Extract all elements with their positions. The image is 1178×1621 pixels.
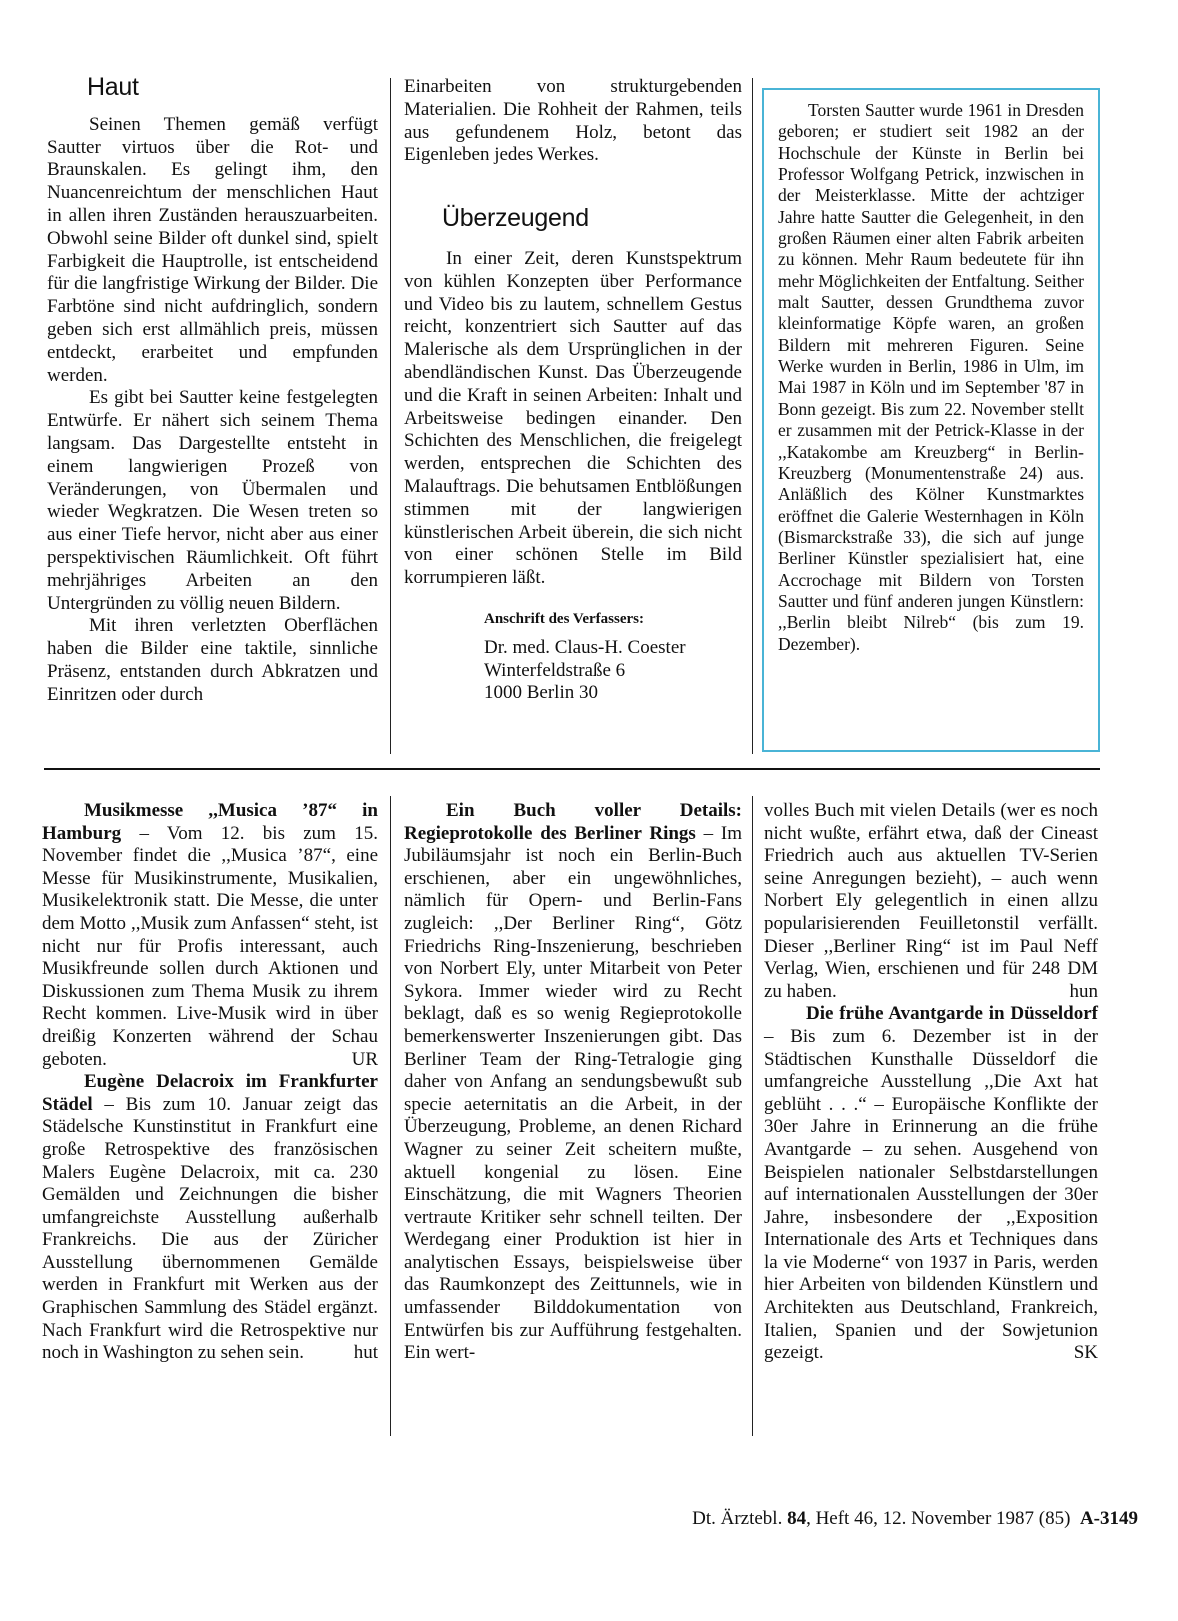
paragraph: In einer Zeit, deren Kunstspektrum von kühlen Konzepten über Performance und Video bis zu lautem, schnellem Gestus reicht, konzentriert sich Sautter auf das Malerische als dem Ursprünglichen in der abendländischen Kunst. Das Überzeugende und die Kraft in seinen Arbeiten: Inhalt und Arbeitsweise bedingen einander. Den Schichten des Menschlichen, die freigelegt werden, entsprechen die Schichten des Malauftrags. Die behutsamen Entblößungen stimmen mit der langwierigen künstlerischen Arbeit überein, die sich nicht von einer schönen Stelle im Bild korrumpieren läßt. [404,247,742,589]
news-body: – Im Jubiläumsjahr ist noch ein Berlin-Buch erschienen, aber ein ungewöhnliches, nämlich für Opern- und Berlin-Fans zugleich: ,,Der Berliner Ring“, Götz Friedrichs Ring-Inszenierung, beschrieben von Norbert Ely, unter Mitarbeit von Peter Sykora. Immer wieder wird zu Recht beklagt, daß es so wenig Regieprotokolle bemerkenswerter Inszenierungen gibt. Das Berliner Team der Ring-Tetralogie ging daher von Anfang an sendungsbewußt sub specie aeternitatis an die Arbeit, in der Überzeugung, Probleme, an denen Richard Wagner zu seiner Zeit scheitern mußte, aktuell kongenial zu lösen. Eine Einschätzung, die mit Wagners Theorien vertraute Kritiker sehr schnell teilten. Der Werdegang einer Produktion ist hier in analytischen Essays, beispielsweise über das Raumkonzept des Zeittunnels, wie in umfassender Bilddokumentation von Entwürfen bis zur Aufführung festgehalten. Ein wert- [404,822,742,1364]
paragraph: Torsten Sautter wurde 1961 in Dresden geboren; er studiert seit 1982 an der Hochschule der Künste in Berlin bei Professor Wolfgang Petrick, inzwischen in der Meisterklasse. Mitte der achtziger Jahre hatte Sautter die Gelegenheit, in den großen Räumen einer alten Fabrik arbeiten zu können. Mehr Raum bedeutete für ihn mehr Möglichkeiten der Entfaltung. Seither malt Sautter, dessen Grundthema zuvor kleinformatige Köpfe waren, an großen Bildern mit mehreren Figuren. Seine Werke wurden in Berlin, 1986 in Ulm, im Mai 1987 in Köln und im September '87 in Bonn gezeigt. Bis zum 22. November stellt er zusammen mit der Petrick-Klasse in der ,,Katakombe am Kreuzberg“ in Berlin-Kreuzberg (Monumentenstraße 24) aus. Anläßlich des Kölner Kunstmarktes eröffnet die Galerie Westernhagen in Köln (Bismarckstraße 33), die sich auf junge Berliner Künstler spezialisiert hat, eine Accrochage mit Bildern von Torsten Sautter und fünf anderen jungen Künstlern: ,,Berlin bleibt Nilreb“ (bis zum 19. Dezember). [778,100,1084,654]
info-box-text [778,100,1084,655]
news-headline: Die frühe Avantgarde in Düsseldorf [806,1003,1098,1025]
news-body: – Vom 12. bis zum 15. November findet die ,,Musica ’87“, eine Messe für Musikinstrumente, Musikalien, Musikelektronik statt. Die Messe, die unter dem Motto ,,Musik zum Anfassen“ steht, ist nicht nur für Profis interessant, auch Musikfreunde sollen durch Aktionen und Diskussionen zum Thema Musik zu ihrem Recht kommen. Live-Musik wird in über dreißig Konzerten während der Schau geboten. [42,822,378,1070]
column-divider [752,796,753,1436]
author-address-line: Dr. med. Claus-H. Coester [484,636,686,658]
paragraph: Es gibt bei Sautter keine festgelegten Entwürfe. Er nähert sich seinem Thema langsam. Das Dargestellte entsteht in einem langwierigen Prozeß von Veränderungen, von Übermalen und wieder Wegkratzen. Die Wesen treten so aus einer Tiefe hervor, nicht aber aus einer perspektivischen Räumlichkeit. Oft führt mehrjähriges Arbeiten an den Untergründen zu völlig neuen Bildern. [47,387,378,614]
news-headline: Eugène Delacroix im Frankfurter Städel [42,1071,378,1115]
news-item [404,800,742,1365]
news-headline: Musikmesse ,,Musica ’87“ in Hamburg [42,800,378,844]
author-address-label: Anschrift des Verfassers: [484,610,644,627]
news-item [42,1071,378,1365]
news-body: – Bis zum 10. Januar zeigt das Städelsche Kunstinstitut in Frankfurt eine große Retrospektive des französischen Malers Eugène Delacroix, mit ca. 230 Gemälden und Zeichnungen die bisher umfangreichste Ausstellung außerhalb Frankreichs. Die aus der Züricher Ausstellung übernommenen Gemälde werden in Frankfurt mit Werken aus der Graphischen Sammlung des Städel ergänzt. Nach Frankfurt wird die Retrospektive nur noch in Washington zu sehen sein. [42,1093,378,1364]
journal-volume: 84 [787,1508,807,1529]
paragraph: Seinen Themen gemäß verfügt Sautter virtuos über die Rot- und Braunskalen. Es gelingt ihm, den Nuancenreichtum der menschlichen Haut in allen ihren Zuständen herauszuarbeiten. Obwohl seine Bilder oft dunkel sind, spielt Farbigkeit die Hauptrolle, ist entscheidend für die langfristige Wirkung der Bilder. Die Farbtöne sind nicht aufdringlich, sondern geben sich erst allmählich preis, müssen entdeckt, erarbeitet und empfunden werden. [47,113,378,386]
column-divider [390,796,391,1436]
news-column-3 [764,800,1098,1365]
article-column-2 [404,76,742,705]
author-initials: hun [1069,980,1098,1002]
news-item [764,1003,1098,1365]
article-column-1 [47,73,378,707]
news-headline: Ein Buch voller Details: Regieprotokolle des Berliner Rings [404,800,742,844]
section-heading-ueberzeugend: Überzeugend [442,204,589,233]
news-item [42,800,378,1071]
issue-info: , Heft 46, 12. November 1987 (85) [806,1508,1071,1529]
news-body: volles Buch mit vielen Details (wer es noch nicht wußte, erfährt etwa, daß der Cineast Friedrich auch aus aktuellen TV-Serien seine Anregungen bezieht), – auch wenn Norbert Ely gelegentlich in einen allzu popularisierenden Feuilletonstil verfällt. Dieser ,,Berliner Ring“ ist im Paul Neff Verlag, Wien, erschienen und für 248 DM zu haben. [764,800,1098,1002]
author-address-line: 1000 Berlin 30 [484,682,598,704]
author-initials: UR [351,1048,378,1070]
news-item-continued [764,800,1098,1003]
news-body: – Bis zum 6. Dezember ist in der Städtischen Kunsthalle Düsseldorf die umfangreiche Ausstellung ,,Die Axt hat geblüht . . .“ – Europäische Konflikte der 30er Jahre in Erinnerung an die frühe Avantgarde – zu sehen. Ausgehend von Beispielen nationaler Selbstdarstellungen auf internationalen Ausstellungen der 30er Jahre, insbesondere der ,,Exposition Internationale des Arts et Techniques dans la vie Moderne“ von 1937 in Paris, werden hier Arbeiten von bildenden Künstlern und Architekten aus Deutschland, Frankreich, Italien, Spanien und der Sowjetunion gezeigt. [764,1025,1098,1364]
news-column-2 [404,800,742,1365]
page-footer [692,1508,1138,1530]
section-divider [44,768,1100,770]
section-heading-haut: Haut [87,73,139,101]
news-column-1 [42,800,378,1365]
page-number: A-3149 [1079,1508,1138,1529]
author-address-line: Winterfeldstraße 6 [484,659,626,681]
journal-name: Dt. Ärztebl. [692,1508,783,1529]
author-initials: hut [353,1342,378,1364]
paragraph: Mit ihren verletzten Oberflächen haben die Bilder eine taktile, sinnliche Präsenz, entstanden durch Abkratzen und Einritzen oder durch [47,615,378,705]
column-divider [752,78,753,754]
column-divider [390,78,391,754]
paragraph: Einarbeiten von strukturgebenden Materialien. Die Rohheit der Rahmen, teils aus gefundenem Holz, betont das Eigenleben jedes Werkes. [404,76,742,166]
author-initials: SK [1073,1342,1098,1364]
info-box [762,88,1100,752]
